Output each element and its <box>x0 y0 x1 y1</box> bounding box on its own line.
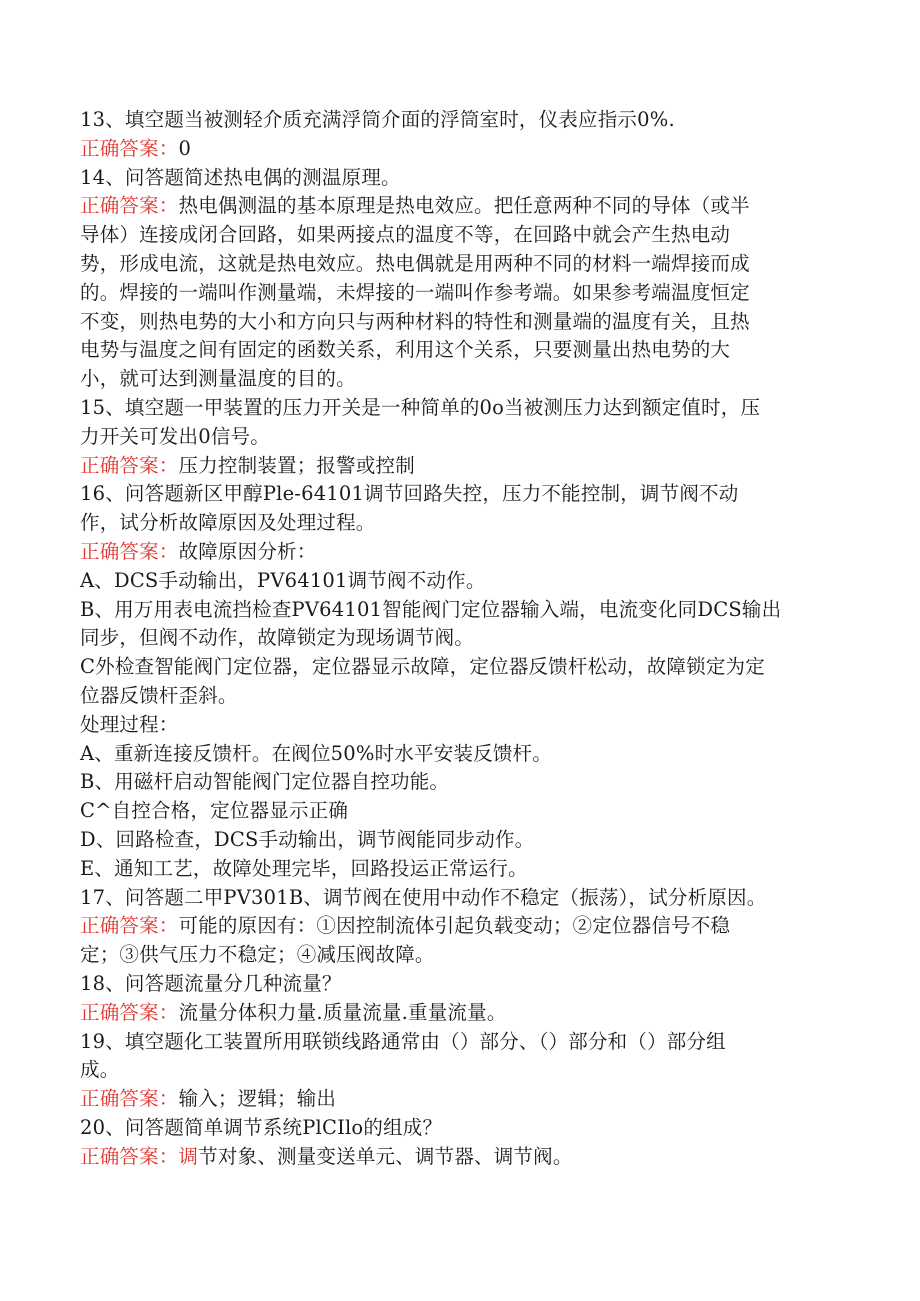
answer-16-line: B、用磁杆启动智能阀门定位器自控功能。 <box>80 770 450 794</box>
answer-16-line: A、重新连接反馈杆。在阀位50%时水平安装反馈杆。 <box>80 741 552 765</box>
answer-text: 0 <box>178 136 192 160</box>
answer-label: 正确答案： <box>80 1144 179 1168</box>
answer-16-line: A、DCS手动输出，PV64101调节阀不动作。 <box>80 568 486 592</box>
answer-16-line: E、通知工艺，故障处理完毕，回路投运正常运行。 <box>80 856 528 880</box>
answer-label: 正确答案： <box>80 194 179 218</box>
answer-text: 故障原因分析： <box>178 539 317 563</box>
answer-16-line: B、用万用表电流挡检查PV64101智能阀门定位器输入端，电流变化同DCS输出 <box>80 597 782 621</box>
answer-13 <box>80 135 840 164</box>
answer-text: 压力控制装置；报警或控制 <box>178 453 415 477</box>
answer-label: 正确答案： <box>80 136 179 160</box>
document-page <box>80 106 840 1171</box>
question-19: 19、填空题化工装置所用联锁线路通常由（）部分、（）部分和（）部分组 <box>80 1029 726 1053</box>
question-16-line: 作，试分析故障原因及处理过程。 <box>80 511 376 535</box>
answer-red-prefix: 调 <box>178 1144 199 1168</box>
question-18: 18、问答题流量分几种流量？ <box>80 971 342 995</box>
answer-18 <box>80 999 840 1028</box>
answer-15 <box>80 452 840 481</box>
answer-text: 输入；逻辑；输出 <box>178 1087 337 1111</box>
answer-16-line: C外检查智能阀门定位器，定位器显示故障，定位器反馈杆松动，故障锁定为定 <box>80 655 765 679</box>
answer-16-line: 位器反馈杆歪斜。 <box>80 683 238 707</box>
answer-17-line: 定；③供气压力不稳定；④减压阀故障。 <box>80 943 435 967</box>
answer-text: 节对象、测量变送单元、调节器、调节阀。 <box>198 1144 573 1168</box>
answer-14-line: 小，就可达到测量温度的目的。 <box>80 367 356 391</box>
answer-16-line: 同步，但阀不动作，故障锁定为现场调节阀。 <box>80 626 475 650</box>
answer-text: 可能的原因有：①因控制流体引起负载变动；②定位器信号不稳 <box>178 914 731 938</box>
question-19-line: 成。 <box>80 1058 120 1082</box>
answer-20 <box>80 1143 840 1172</box>
answer-label: 正确答案： <box>80 539 179 563</box>
answer-14-line: 的。焊接的一端叫作测量端，未焊接的一端叫作参考端。如果参考端温度恒定 <box>80 280 750 304</box>
answer-14-line: 电势与温度之间有固定的函数关系，利用这个关系，只要测量出热电势的大 <box>80 338 731 362</box>
answer-text: 热电偶测温的基本原理是热电效应。把任意两种不同的导体（或半 <box>178 194 750 218</box>
answer-14-line: 不变，则热电势的大小和方向只与两种材料的特性和测量端的温度有关，且热 <box>80 309 750 333</box>
answer-19 <box>80 1085 840 1114</box>
answer-text: 流量分体积力量.质量流量.重量流量。 <box>178 1000 507 1024</box>
question-13: 13、填空题当被测轻介质充满浮筒介面的浮筒室时，仪表应指示0%. <box>80 108 675 131</box>
answer-16 <box>80 538 840 567</box>
answer-14-line: 导体）连接成闭合回路，如果两接点的温度不等，在回路中就会产生热电动 <box>80 223 731 247</box>
answer-label: 正确答案： <box>80 1087 179 1111</box>
answer-label: 正确答案： <box>80 1000 179 1024</box>
answer-label: 正确答案： <box>80 453 179 477</box>
answer-label: 正确答案： <box>80 914 179 938</box>
question-20: 20、问答题简单调节系统PlCIlo的组成？ <box>80 1115 443 1139</box>
question-16: 16、问答题新区甲醇Ple-64101调节回路失控，压力不能控制，调节阀不动 <box>80 482 739 506</box>
question-15: 15、填空题一甲装置的压力开关是一种简单的0o当被测压力达到额定值时，压 <box>80 395 761 419</box>
question-15-line: 力开关可发出0信号。 <box>80 424 270 448</box>
answer-14-line: 势，形成电流，这就是热电效应。热电偶就是用两种不同的材料一端焊接而成 <box>80 251 750 275</box>
answer-16-line: D、回路检查，DCS手动输出，调节阀能同步动作。 <box>80 827 535 851</box>
answer-17 <box>80 912 840 941</box>
question-14: 14、问答题简述热电偶的测温原理。 <box>80 165 401 189</box>
answer-16-line: C^自控合格，定位器显示正确 <box>80 799 349 823</box>
answer-16-line: 处理过程： <box>80 712 179 736</box>
answer-14 <box>80 192 840 221</box>
question-17: 17、问答题二甲PV301B、调节阀在使用中动作不稳定（振荡），试分析原因。 <box>80 885 767 909</box>
